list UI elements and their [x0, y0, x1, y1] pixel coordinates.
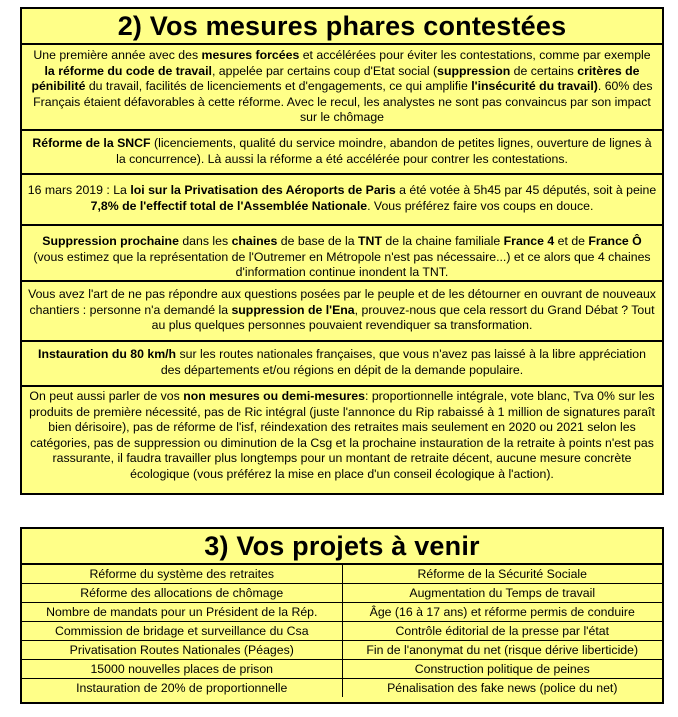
section-projets-a-venir: [20, 527, 664, 704]
text-segment: On peut aussi parler de vos: [29, 389, 184, 403]
table-cell: Contrôle éditorial de la presse par l'état: [342, 622, 662, 641]
text-segment: . 60% des Français étaient défavorables à cette réforme. Avec le recul, les analystes ne sont pas convaincus par son impact sur le chômage: [33, 79, 653, 125]
text-segment: a été votée à 5h45 par 45 députés, soit à peine: [395, 183, 657, 197]
bold-text: chaines: [231, 234, 278, 248]
table-row: [22, 641, 662, 660]
text-segment: . Vous préférez faire vos coups en douce.: [367, 198, 594, 213]
text-block: [22, 131, 662, 175]
bold-text: critères de pénibilité: [31, 63, 640, 94]
bold-text: suppression de l'Ena: [231, 302, 355, 317]
bold-text: l'insécurité du travail): [471, 79, 598, 94]
table-row: [22, 565, 662, 584]
bold-text: France 4: [503, 234, 555, 248]
table-row: [22, 660, 662, 679]
text-segment: , prouvez-nous que cela ressort du Grand Débat ? Tout au plus quelques personnes pouvaient revendiquer sa transformation.: [151, 302, 655, 333]
bold-text: 7,8% de l'effectif total de l'Assemblée Nationale: [90, 198, 368, 213]
text-block: [22, 342, 662, 387]
table-cell: Nombre de mandats pour un Président de la Rép.: [22, 603, 342, 622]
text-block: [22, 175, 662, 226]
table-cell: 15000 nouvelles places de prison: [22, 660, 342, 679]
bold-text: Réforme de la SNCF: [32, 136, 151, 150]
text-segment: de base de la: [277, 234, 359, 248]
bold-text: mesures forcées: [201, 48, 300, 62]
text-segment: de certains: [510, 63, 578, 78]
text-segment: Vous avez l'art de ne pas répondre aux questions posées par le peuple et de les détourner en ouvrant de nouveaux chantiers : personne n'a demandé la: [28, 287, 656, 317]
table-cell: Fin de l'anonymat du net (risque dérive liberticide): [342, 641, 662, 660]
bold-text: non mesures ou demi-mesures: [183, 389, 365, 403]
bold-text: Suppression prochaine: [42, 234, 179, 248]
text-segment: du travail, facilités de licenciements et d'engagements, ce qui amplifie: [85, 79, 472, 94]
bold-text: TNT: [358, 234, 382, 248]
table-cell: Réforme du système des retraites: [22, 565, 342, 584]
text-block: [22, 226, 662, 282]
table-cell: Réforme des allocations de chômage: [22, 584, 342, 603]
text-segment: (vous estimez que la représentation de l'Outremer en Métropole n'est pas nécessaire...) et ce alors que 4 chaines d'information continue inondent la TNT.: [33, 249, 651, 280]
text-segment: 16 mars 2019 : La: [27, 183, 131, 197]
text-segment: , appelée par certains coup d'Etat social (: [211, 63, 438, 78]
table-row: [22, 622, 662, 641]
text-segment: et accélérées pour éviter les contestations, comme par exemple: [299, 48, 651, 62]
text-block: [22, 282, 662, 342]
text-segment: et de: [554, 234, 589, 248]
section-mesures-contestees: [20, 7, 664, 495]
table-row: [22, 584, 662, 603]
table-cell: Instauration de 20% de proportionnelle: [22, 679, 342, 698]
text-block: [22, 45, 662, 131]
table-cell: Pénalisation des fake news (police du net): [342, 679, 662, 698]
section-title: 3) Vos projets à venir: [22, 529, 662, 565]
table-cell: Âge (16 à 17 ans) et réforme permis de conduire: [342, 603, 662, 622]
bold-text: Instauration du 80 km/h: [38, 347, 177, 361]
text-segment: : proportionnelle intégrale, vote blanc, Tva 0% sur les produits de première nécessité, pas de Ric intégral (juste l'annonce du Rip rabaissé à 1 million de signatures paraît bien dérisoire), pas de réforme de l'isf, réindexation des retraites mais seulement en 2020 ou 2021 selon les catégories, pas de suppression ou diminution de la Csg et la prochaine instauration de la retraite à points n'est pas rassurante, il faudra travailler plus longtemps pour un montant de retraite décent, aucune mesure concrète écologique (vous préférez la mise en place d'un conseil écologique à l'action).: [29, 389, 655, 481]
bold-text: la réforme du code de travail: [44, 63, 212, 78]
bold-text: France Ô: [588, 234, 642, 248]
text-segment: de la chaine familiale: [381, 234, 504, 248]
text-segment: dans les: [178, 234, 232, 248]
table-cell: Réforme de la Sécurité Sociale: [342, 565, 662, 584]
table-row: [22, 603, 662, 622]
table-cell: Privatisation Routes Nationales (Péages): [22, 641, 342, 660]
bold-text: suppression: [437, 63, 511, 78]
table-cell: Commission de bridage et surveillance du Csa: [22, 622, 342, 641]
text-segment: sur les routes nationales françaises, que vous n'avez pas laissé à la libre appréciation des départements et/ou régions en dépit de la demande populaire.: [160, 347, 646, 377]
table-cell: Augmentation du Temps de travail: [342, 584, 662, 603]
text-segment: Une première année avec des: [33, 48, 202, 62]
section-title: 2) Vos mesures phares contestées: [22, 9, 662, 45]
text-block: [22, 387, 662, 486]
bold-text: loi sur la Privatisation des Aéroports de Paris: [130, 183, 396, 197]
text-segment: (licenciements, qualité du service moindre, abandon de petites lignes, ouverture de lignes à la concurrence). Là aussi la réforme a été accélérée pour contrer les contestations.: [116, 136, 652, 166]
table-cell: Construction politique de peines: [342, 660, 662, 679]
projects-table: [22, 565, 662, 697]
table-row: [22, 679, 662, 698]
